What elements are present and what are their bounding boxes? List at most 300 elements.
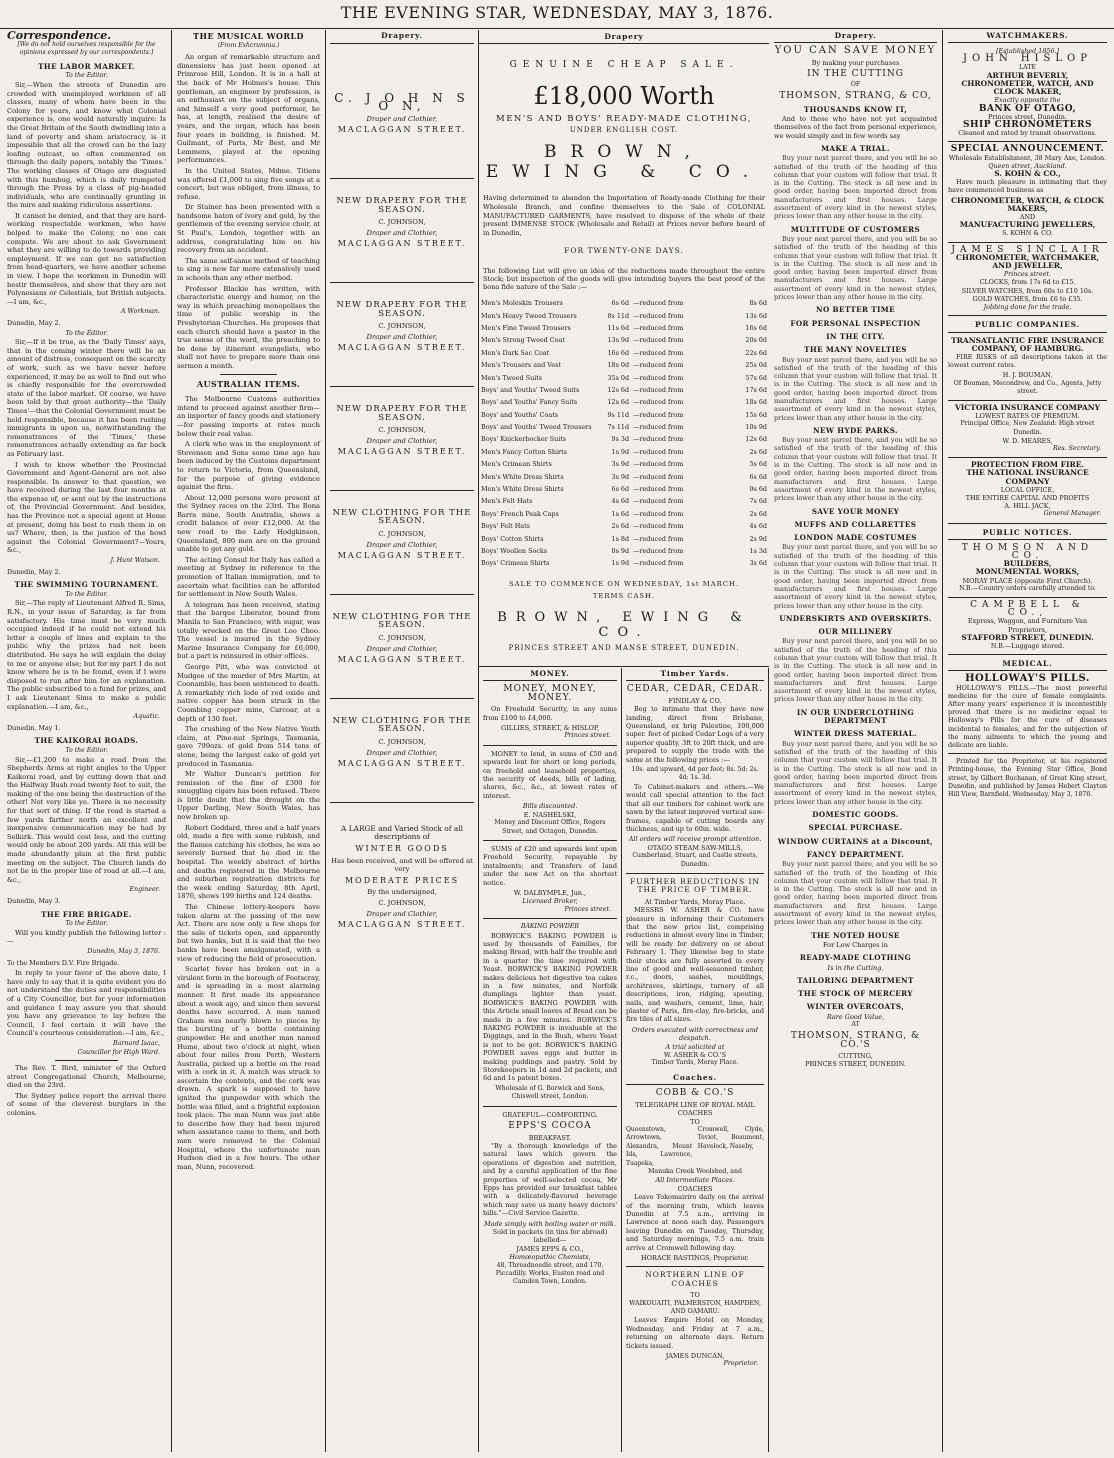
- johnson-role: Draper and Clothier,: [366, 909, 438, 918]
- music-paragraph: Dr Stainer has been presented with a handsome baton of ivory and gold, by the gentlemen of the evening service choir, at St Paul's, London, together with an address, congratulating him on his recovery from an accident.: [177, 203, 320, 255]
- letter-paragraph: I wish to know whether the Provincial Government and Agent-General are not also responsible. In answer to that question, we have received during the last four months at the expense of, or sent out by the instructions of, the Provincial Government. And besides, has the Province not a special agent at Home at present, doing his best to rush them in on us? Where, then, is the justice of the howl against the Colonial Government?—Yours, &c.,: [7, 460, 166, 555]
- at-label: AT: [851, 1020, 860, 1028]
- item-reduced: —reduced from: [633, 497, 684, 506]
- johnson-name: C. JOHNSON,: [378, 322, 426, 331]
- to-editor: To the Editor.: [65, 329, 108, 337]
- in-cutting-sub: Is in the Cutting.: [827, 963, 884, 972]
- epps-breakfast: BREAKFAST.: [528, 1133, 572, 1142]
- cobb-towns-right: Cromwell, Clyde, Teviot, Beaumont, Havelock, Naseby,: [697, 1125, 764, 1150]
- body-text: Buy your next parcel there, and you will be so satisfied of the truth of the heading of this column that your custom will follow that trial. It is in the Cutting. The stock is all new and in good order, having been imported direct from manufacturers and first houses. Large assortment of every kind in the newest styles, prices lower than any other house in the city.: [774, 355, 937, 422]
- disclaimer: [We do not hold ourselves responsible for the opinions expressed by our correspondents.]: [17, 40, 156, 57]
- swim-paragraph: Sir,—The reply of Lieutenant Alfred R. Sims, R.N., in your issue of Saturday, is far from satisfactory. His time must be very much occupied indeed if he could not extend his letter a couple of lines and explain to the public why the prizes had not been distributed. He says he will explain the delay to me or anyone else; but for my part I do not know where he is to be found, even if I were disposed to run after him for an explanation. The public subscribed to a fund for prizes, and I ask Lieutenant Sims to make a public explanation.—I am, &c.,: [7, 599, 166, 711]
- item-name: Boys' and Youths' Tweed Trousers: [481, 423, 592, 432]
- johnson-role: Draper and Clothier,: [366, 644, 438, 653]
- cedar-heading: CEDAR, CEDAR, CEDAR.: [626, 684, 764, 695]
- signature: J. Hunt Watson.: [110, 557, 160, 565]
- price-row: [479, 347, 769, 359]
- new-clothing-heading: NEW CLOTHING FOR THE SEASON.: [332, 611, 472, 631]
- northern-text: Leaves Empire Hotel on Monday, Wednesday, and Friday at 7 a.m., returning on alternate days. Return tickets issued.: [626, 1316, 764, 1350]
- item-name: Boys' Felt Hats: [481, 522, 530, 531]
- firm-address: PRINCES STREET AND MANSE STREET, DUNEDIN.: [508, 643, 740, 652]
- drapery-header: Drapery.: [774, 30, 937, 43]
- labor-paragraph: It cannot be denied, and that they are hard-working respectable workmen, who have helped to make the Colony, no one can compute. We are about to ask Government what they are willing to do towards providing employment. If we can get no satisfaction from head-quarters, we have another scheme in view. I hope the workmen in Dunedin will bestir themselves, and show that they are not Polynesians or Celestials, but British subjects.—I am, &c.,: [7, 211, 166, 306]
- asher-text: MESSRS W. ASHER & CO. have pleasure in informing their Customers that the new price list, comprising reductions in almost every line in Timber, will be ready for delivery on or about February 1. They likewise beg to state their stocks are fully assorted in every line of good and well-seasoned timber, r.c., doors, sashes, mouldings, architraves, skirtings, turnery of all descriptions, iron, ridging, spouting, nails, and washers, cement, lime, hair, plaster of Paris, fire-clay, fire-bricks, and fire tiles of all sizes.: [626, 906, 764, 1024]
- item-name: Boys' Crimean Shirts: [481, 559, 550, 568]
- fire-paragraph: In reply to your favor of the above date, I have only to say that it is quite evident you do not understand the duties and responsibilities of a City Councillor, but for your information and guidance I may assure you that should you have any grievance to lay before the Council, I feel certain it will have the Council's courteous consideration.—I am, &c.,: [7, 969, 166, 1038]
- item-reduced: —reduced from: [633, 398, 684, 407]
- price-row: [479, 371, 769, 383]
- to-editor: To the Editor.: [65, 72, 108, 80]
- item-reduced: —reduced from: [633, 559, 684, 568]
- special-announcement: SPECIAL ANNOUNCEMENT.: [950, 144, 1105, 155]
- sale-subtitle: MEN'S AND BOYS' READY-MADE CLOTHING,: [496, 114, 752, 124]
- chronometer-trade: CHRONOMETER, WATCH, AND CLOCK MAKER,: [961, 79, 1094, 97]
- johnson-ad: [330, 387, 474, 491]
- aus-paragraph: Mr Walter Duncan's petition for remission of the fine of £300 for smuggling cigars has been refused. There is little doubt that the drought on the Upper Darling, New South Wales, has now broken up.: [177, 770, 320, 822]
- music-title: THE MUSICAL WORLD: [193, 31, 304, 41]
- queen-street: Queen street, Auckland.: [988, 161, 1067, 170]
- exactly-opposite: Exactly opposite the: [994, 96, 1061, 105]
- price-row: [479, 334, 769, 346]
- save-by: By making your purchases: [811, 58, 900, 67]
- johnson-street: MACLAGGAN STREET.: [337, 343, 467, 353]
- of-label: OF: [850, 81, 861, 89]
- kaikorai-title: THE KAIKORAI ROADS.: [34, 736, 139, 746]
- baking-powder-text: BORWICK'S BAKING POWDER is used by thousands of Families, for making Bread, with half the trouble and in a quarter the time required with Yeast. BORWICK'S BAKING POWDER makes delicious hot digestive tea cakes in a few minutes, and Norfolk dumplings lighter than yeast. BORWICK'S BAKING POWDER with this Article small loaves of Bread can be made in a few minutes. BORWICK'S BAKING POWDER is invaluable at the Diggings, and in the Bush, where Yeast is not to be got. BORWICK'S BAKING POWDER saves eggs and butter in making puddings and pastry. Sold by Storekeepers in 1d and 2d packets, and 6d and 1s patent boxes.: [483, 931, 617, 1083]
- established: [Established 1856.]: [995, 47, 1060, 56]
- music-source: (From Exhcrumnia.): [217, 41, 280, 49]
- masthead: THE EVENING STAR, WEDNESDAY, MAY 3, 1876.: [0, 0, 1114, 29]
- sale-kicker: GENUINE CHEAP SALE.: [509, 60, 739, 70]
- northern-heading: NORTHERN LINE OF COACHES: [645, 1270, 745, 1288]
- asher-orders: Orders executed with correctness and despatch.: [631, 1025, 759, 1043]
- money-heading: MONEY, MONEY, MONEY.: [503, 684, 597, 703]
- meares-role: Res. Secretary.: [1052, 444, 1101, 452]
- northern-proprietor-title: Proprietor.: [723, 1360, 758, 1368]
- price-row: [479, 384, 769, 396]
- thousands-text: And to those who have not yet acquainted themselves of the fact from personal experience, we would simply and in few words say: [774, 115, 937, 140]
- letter-paragraph: Sir,—If it be true, as the 'Daily Times' says, that in the coming winter there will be an amount of distress, consequent on the scarcity of work, such as we have never before experienced, it may be as well to find out who is chiefly responsible for the overcrowded state of the labor market. Of course, we have been told by that great authority—the 'Daily Times'—that the Colonial Government must be held responsible, because it has been rushing immigrants in upon us, notwithstanding the remonstrances of the 'Times,' these remonstrances actually extending as far back as February last.: [7, 338, 166, 458]
- national-ad: [948, 461, 1107, 523]
- item-old-price: 2s 6d: [749, 509, 767, 518]
- item-sale-price: 13s 9d: [607, 336, 630, 345]
- item-name: Men's Fine Tweed Trousers: [481, 323, 571, 332]
- item-old-price: 57s 6d: [745, 373, 767, 382]
- protection: PROTECTION FROM FIRE.: [970, 460, 1085, 470]
- body-text: Buy your next parcel there, and you will be so satisfied of the truth of the heading of this column that your custom will follow that trial. It is in the Cutting. The stock is all new and in good order, having been imported direct from manufacturers and first houses. Large assortment of every kind in the newest styles, prices lower than any other house in the city.: [774, 637, 937, 704]
- london-costumes-heading: LONDON MADE COSTUMES: [794, 533, 917, 543]
- item-reduced: —reduced from: [633, 423, 684, 432]
- johnson-name: C. JOHNSON,: [378, 738, 426, 746]
- dateline: Dunedin, May 3, 1876.: [87, 947, 160, 955]
- signature: Engineer.: [129, 886, 160, 894]
- johnson-street: MACLAGGAN STREET.: [337, 759, 467, 769]
- fire-paragraph: Will you kindly publish the following letter :—: [7, 928, 166, 946]
- item-sale-price: 1s 6d: [611, 509, 630, 518]
- item-reduced: —reduced from: [633, 348, 684, 357]
- builders: BUILDERS,: [1003, 559, 1052, 569]
- cedar-text: Beg to intimate that they have now landing, direct from Brisbane, Queensland, ex brig Palestine, 100,000 super. feet of picked Cedar Logs of a very superior quality, 3ft to 20ft thick, and are prepared to supply the trade with the same at the following prices :—: [626, 705, 764, 764]
- labor-title: THE LABOR MARKET.: [38, 61, 135, 71]
- cobb-proprietor: HORACE BASTINGS, Proprietor.: [640, 1254, 749, 1262]
- item-old-price: 3s 6d: [749, 559, 767, 568]
- column-johnson-drapery: [326, 30, 479, 1452]
- item-reduced: —reduced from: [633, 447, 684, 456]
- johnson-role: Draper and Clothier,: [366, 748, 438, 757]
- item-name: Boys' and Youths' Fancy Suits: [481, 398, 578, 407]
- item-old-price: 20s 0d: [745, 336, 767, 345]
- northern-towns: WAIKOUAITI, PALMERSTON, HAMPDEN, AND OAMARU.: [629, 1299, 761, 1316]
- drapery-header: Drapery: [479, 30, 769, 44]
- money-address: Princes street.: [564, 905, 611, 913]
- johnson-street: MACLAGGAN STREET.: [337, 655, 467, 665]
- johnson-ad: [330, 491, 474, 595]
- coaches-label: COACHES: [677, 1184, 713, 1193]
- johnson-role: Draper and Clothier,: [366, 436, 438, 445]
- baking-powder-head: BAKING POWDER: [520, 923, 580, 931]
- item-sale-price: 9s 3d: [611, 435, 630, 444]
- item-name: Boys' Cotton Shirts: [481, 534, 544, 543]
- johnson-role: Draper and Clothier,: [366, 228, 438, 237]
- item-old-price: 22s 6d: [745, 348, 767, 357]
- johnson-name: C. JOHNSON,: [378, 530, 426, 539]
- item-reduced: —reduced from: [633, 485, 684, 494]
- item-sale-price: 6s 6d: [611, 299, 630, 308]
- cobb-towns-centre: Manuka Creek Woolshed, and: [648, 1167, 742, 1175]
- to-editor: To the Editor.: [65, 746, 108, 754]
- price-row: [479, 458, 769, 470]
- tailoring-heading: TAILORING DEPARTMENT: [797, 975, 914, 985]
- item-reduced: —reduced from: [633, 472, 684, 481]
- kaikorai-paragraph: Sir,—£1,200 to make a road from the Shepherds Arms at right angles to the Upper Kaikorai road, and by cutting down that and the Halfway Bush road twenty feet to suit, the making of the one being the destruction of the other! Not very like ye. There is no necessity for that sort of thing. If the road is started a few yards farther north an excellent and inexpensive communication may be had by Selkirk. This would cost less, and the cutting would only be about 200 yards. All this will be made abundantly plain at the first public meeting on the subject. The Church lands do not lie in the proper line of road at all.—I am, &c.,: [7, 755, 166, 884]
- price-row: [479, 446, 769, 458]
- signature: A Workman.: [121, 308, 160, 316]
- imprint: Printed for the Proprietor, at his registered Printing-house, the Evening Star Office, Bond street, by Gilbert Buchanan, of Great King street, Dunedin, and published by James Hebert Clayton Hill View, Barnfield. Wednesday, May 3, 1876.: [948, 758, 1107, 799]
- item-name: Boys' French Peak Caps: [481, 509, 559, 518]
- price-row: [479, 297, 769, 309]
- aus-paragraph: The acting Consul for Italy has called a meeting at Sydney in reference to the promotion of Italian immigration, and to ascertain what facilities can be afforded for settlement in New South Wales.: [177, 555, 320, 599]
- kohn-ad: [948, 145, 1107, 242]
- johnson-name: C. JOHNSON,: [378, 218, 426, 227]
- epps-name: EPPS'S COCOA: [508, 1121, 592, 1132]
- timber-header: Timber Yards.: [626, 668, 764, 681]
- item-reduced: —reduced from: [633, 410, 684, 419]
- sinclair-address: Princes street.: [1003, 270, 1052, 279]
- thomson-builders: THOMSON AND CO.: [961, 542, 1094, 561]
- new-drapery-heading: NEW DRAPERY FOR THE SEASON.: [336, 195, 468, 215]
- item-old-price: 18s 6d: [745, 398, 767, 407]
- body-text: Buy your next parcel there, and you will be so satisfied of the truth of the heading of this column that your custom will follow that trial. It is in the Cutting. The stock is all new and in good order, having been imported direct from manufacturers and first houses. Large assortment of every kind in the newest styles, prices lower than any other house in the city.: [774, 543, 937, 610]
- coaches-header: Coaches.: [626, 1072, 764, 1085]
- item-sale-price: 9s 11d: [607, 410, 630, 419]
- johnson-ad: [330, 179, 474, 283]
- item-reduced: —reduced from: [633, 299, 684, 308]
- cedar-text: To Cabinet-makers and others.—We would call special attention to the fact that all our timbers for cabinet work are sawn by the latest improved vertical saw-frames, capable of cutting boards any thickness, and up to 60in. wide.: [626, 782, 764, 833]
- item-old-price: 17s 6d: [745, 385, 767, 394]
- noted-heading: THE NOTED HOUSE: [811, 930, 900, 940]
- asher-firm: W. ASHER & CO.'S: [663, 1051, 727, 1060]
- dateline: Dunedin, May 2.: [7, 567, 61, 576]
- epps-firm: JAMES EPPS & CO.,: [516, 1244, 584, 1253]
- aus-paragraph: George Pitt, who was convicted at Mudgee of the murder of Mrs Martin, at Coonamble, has been sentenced to death. A remarkably rich lode of red oxide and native copper has been struck in the Coombing copper mine, Carcoar, at a depth of 130 feet.: [177, 662, 320, 723]
- campbell-text: Express, Waggon, and Furniture Van Proprietors,: [967, 617, 1088, 634]
- money-address: Money and Discount Office, Rogers Street, and Octagon, Dunedin.: [494, 819, 606, 835]
- news-item: The Sydney police report the arrival there of some of the cleverest burglars in the colonies.: [7, 1091, 166, 1118]
- item-sale-price: 12s 6d: [607, 398, 630, 407]
- jobbing: Jobbing done for the trade.: [983, 303, 1072, 312]
- aus-paragraph: A telegram has been received, stating that the barque Liberator, bound from Manila to San Francisco, with sugar, was totally wrecked on the Great Loo Choo. The vessel is insured in the Sydney Marine Insurance Company for £6,000, but a part is reinsured in other offices.: [177, 600, 320, 661]
- transatlantic-ad: [948, 337, 1107, 401]
- johnson-street: MACLAGGAN STREET.: [337, 239, 467, 249]
- save-money-heading: YOU CAN SAVE MONEY: [774, 45, 937, 57]
- money-bills: Bills discounted.: [522, 802, 578, 811]
- holloway-heading: HOLLOWAY'S PILLS.: [965, 673, 1090, 685]
- victoria: VICTORIA INSURANCE COMPANY: [954, 402, 1101, 412]
- item-reduced: —reduced from: [633, 336, 684, 345]
- price-row: [479, 359, 769, 371]
- public-companies-header: PUBLIC COMPANIES.: [948, 319, 1107, 332]
- item-reduced: —reduced from: [633, 373, 684, 382]
- aus-paragraph: The Chinese lottery-keepers have taken alarm at the passing of the new Act. There are now only a few shops for the sale of tickets open, and apparently but two banks, but it is said that the two banks have been amalgamated, with a view of reducing the field of prosecution.: [177, 903, 320, 963]
- new-drapery-heading: NEW DRAPERY FOR THE SEASON.: [336, 299, 468, 319]
- item-sale-price: 2s 6d: [611, 522, 630, 531]
- epps-head: GRATEFUL—COMFORTING.: [502, 1110, 598, 1119]
- item-name: Men's Dark Sac Coat: [481, 348, 550, 357]
- asher-solicited: A trial solicited at: [665, 1042, 725, 1051]
- price-row: [479, 557, 769, 569]
- late-label: LATE: [1019, 63, 1036, 71]
- public-notices-header: PUBLIC NOTICES.: [948, 527, 1107, 540]
- luggage: N.B.—Luggage stored.: [990, 642, 1065, 650]
- sale-commence: SALE TO COMMENCE ON WEDNESDAY, 1st MARCH.: [508, 579, 740, 588]
- item-reduced: —reduced from: [633, 509, 684, 518]
- addressee: To the Members D.V. Fire Brigade.: [7, 958, 120, 967]
- aus-paragraph: About 12,000 persons were present at the Sydney races on the 23rd. The Bona Barra mine, South Australia, shows a credit balance of over £12,000. At the new road to the Lady Hodgkinson, Queensland, 800 men are on the ground unable to get any gold.: [177, 493, 320, 554]
- item-name: Men's Fancy Cotton Shirts: [481, 447, 567, 456]
- cobb-towns-left: Queenstown, Arrowtown, Alexandra, Mount Ida, Lawrence, Tuapeka,: [626, 1125, 693, 1167]
- thousands-heading: THOUSANDS KNOW IT,: [803, 104, 908, 114]
- by-undersigned: By the undersigned,: [367, 888, 437, 897]
- rare-value: Rare Good Value,: [826, 1012, 885, 1021]
- make-trial: MAKE A TRIAL.: [821, 143, 890, 153]
- holloway-text: HOLLOWAY'S PILLS.—The most powerful medicine for the cure of female complaints. After many years' experience it is incontestibly proved that there is no medicine equal to Holloway's Pills for the cure of diseases incidental to females, and for the subjection of the many ailments to which the young and delicate are liable.: [948, 683, 1107, 750]
- item-name: Boys' and Youths' Tweed Suits: [481, 385, 580, 394]
- money-firm: GILLIES, STREET, & HISLOP,: [500, 724, 600, 733]
- item-sale-price: 3s 9d: [611, 472, 630, 481]
- labor-paragraph: Sir,—When the streets of Dunedin are crowded with unemployed workmen of all classes, many of whom have been in the Colony for years, and know what Colonial experience is, one would naturally inquire: Is the Great Britain of the South dwindling into a land of poverty and sham aristocracy, is it impossible that all the crowd can be the lazy loafing outcast, so often commented on through the daily papers, notably the 'Times.' The working classes of Otago are disgusted with this humbug, which is daily trumpeted through the Press by a class of pig-headed individuals, who are continually grunting in the mire and making ridiculous assertions.: [7, 80, 166, 210]
- hislop-address: Princes street, Dunedin.: [988, 112, 1067, 121]
- overcoats-heading: WINTER OVERCOATS,: [806, 1002, 905, 1012]
- news-item: The Rev. T. Bird, minister of the Oxford street Congregational Church, Melbourne, died on the 23rd.: [7, 1064, 166, 1090]
- signature: Barnard Isaac,: [113, 1039, 160, 1047]
- transatlantic: TRANSATLANTIC FIRE INSURANCE COMPANY, OF HAMBURG.: [951, 335, 1104, 353]
- item-old-price: 25s 0d: [745, 361, 767, 370]
- millinery-heading: OUR MILLINERY: [818, 627, 893, 637]
- northern-proprietor: JAMES DUNCAN,: [665, 1352, 725, 1361]
- item-sale-price: 35s 0d: [607, 373, 630, 382]
- hislop-ad: [948, 47, 1107, 142]
- item-name: Men's Strong Tweed Coat: [481, 336, 565, 345]
- column-money: [479, 668, 622, 1452]
- to-editor: To the Editor.: [65, 920, 108, 928]
- item-old-price: 8s 6d: [749, 299, 767, 308]
- cedar-prices: 10s. and upward, 4d per foot; 8s. 5d; 2s. 4d; 1s. 3d.: [631, 766, 759, 782]
- special-purchase-heading: SPECIAL PURCHASE.: [808, 823, 903, 833]
- wholesale: Wholesale Establishment, 38 Mary Axe, London.: [948, 153, 1107, 162]
- sale-intro: Having determined to abandon the Importation of Ready-made Clothing for their Wholesale Branch, and confine themselves to the Sale of COLONIAL MANUFACTURED GARMENTS, have resolved to dispose of the whole of their present IMMENSE STOCK (Wholesale and Retail) at Prices never before heard of in Dunedin,: [483, 194, 765, 238]
- item-old-price: 5s 6d: [749, 460, 767, 469]
- item-old-price: 12s 6d: [745, 435, 767, 444]
- item-name: Men's Crimean Shirts: [481, 460, 552, 469]
- item-old-price: 1s 3d: [749, 546, 767, 555]
- item-reduced: —reduced from: [633, 522, 684, 531]
- multitude-heading: MULTITUDE OF CUSTOMERS: [790, 224, 921, 234]
- johnson-ad: [330, 283, 474, 387]
- epps-address: 48, Threadneedle street, and 170, Piccadilly. Works, Euston road and Camden Town, London.: [495, 1261, 605, 1286]
- item-sale-price: 1s 9d: [611, 447, 630, 456]
- further-reductions: FURTHER REDUCTIONS IN THE PRICE OF TIMBER.: [629, 876, 760, 895]
- price-row: [479, 309, 769, 321]
- fancy-heading: FANCY DEPARTMENT.: [806, 849, 905, 859]
- column-correspondence: [2, 30, 172, 1452]
- item-reduced: —reduced from: [633, 546, 684, 555]
- dateline: Dunedin, May 1.: [7, 723, 61, 732]
- medical-header: MEDICAL.: [948, 658, 1107, 671]
- thomson-builders-ad: [948, 544, 1107, 598]
- cobb-intermediate: All Intermediate Places.: [655, 1176, 735, 1185]
- moray-place: MORAY PLACE (opposite First Church).: [962, 576, 1093, 585]
- item-name: Men's Tweed Suits: [481, 373, 543, 382]
- price-row: [479, 545, 769, 557]
- item-old-price: 10s 9d: [745, 423, 767, 432]
- hyde-parks-heading: NEW HYDE PARKS.: [813, 425, 898, 435]
- sale-sum: £18,000 Worth: [533, 82, 715, 110]
- cobb-name: COBB & CO.'S: [655, 1088, 735, 1099]
- johnson-street: MACLAGGAN STREET.: [337, 125, 467, 135]
- dateline: Dunedin, May 2.: [7, 319, 61, 327]
- principal-office: Principal Office, New Zealand: High street Dunedin.: [960, 420, 1095, 436]
- item-sale-price: 6s 6d: [611, 485, 630, 494]
- price-row: [479, 470, 769, 482]
- kohn-trade: CHRONOMETER, WATCH, & CLOCK MAKERS,: [951, 195, 1104, 213]
- novelties-heading: THE MANY NOVELTIES: [804, 345, 907, 355]
- list-intro: The following List will give an idea of the reductions made throughout the entire Stock; but inspection of the goods will give intending buyers the best proof of the bona fide nature of the Sale :—: [483, 266, 765, 291]
- music-paragraph: The same self-same method of teaching to sing is now far more extensively used in schools than any other method.: [177, 256, 320, 283]
- aus-paragraph: A clerk who was in the employment of Stevenson and Sons some time ago has been induced by the Customs department to return to Victoria, from Queensland, for the purpose of giving evidence against the firm.: [177, 440, 320, 492]
- item-reduced: —reduced from: [633, 361, 684, 370]
- otago-address: Cumberland, Stuart, and Castle streets, Dunedin.: [632, 852, 758, 868]
- johnson-winter-ad: [330, 803, 474, 939]
- lowest-rates: LOWEST RATES OF PREMIUM.: [975, 412, 1080, 421]
- price-row: [479, 433, 769, 445]
- money-ad: MONEY to lend, in sums of £50 and upwards lent for short or long periods, on freehold and leasehold properties, the security of deeds, bills of lading, shares, &c., &c., at lowest rates of interest.: [483, 749, 617, 800]
- item-reduced: —reduced from: [633, 323, 684, 332]
- bouman: H. J. BOUMAN,: [1002, 371, 1053, 380]
- australian-title: AUSTRALIAN ITEMS.: [196, 378, 301, 389]
- sinclair-ad: [948, 246, 1107, 317]
- johnson-name: C. JOHNSON,: [378, 426, 426, 435]
- item-sale-price: 16s 6d: [607, 348, 630, 357]
- item-sale-price: 3s 9d: [611, 460, 630, 469]
- body-text: Buy your next parcel there, and you will be so satisfied of the truth of the heading of this column that your custom will follow that trial. It is in the Cutting. The stock is all new and in good order, having been imported direct from manufacturers and first houses. Large assortment of every kind in the newest styles, prices lower than any other house in the city.: [774, 860, 937, 927]
- item-reduced: —reduced from: [633, 311, 684, 320]
- money-address: Princes street.: [564, 732, 611, 740]
- price-row: [479, 421, 769, 433]
- music-paragraph: Professor Blackie has written, with characteristic energy and humor, on the way in which preaching monopolises the time of public worship in the Presbyterian Churches. He proposes that each church should have a pastor in the true sense of the word, the preaching to be done by itinerant evangelists, who shall not have to prepare more than one sermon a month.: [177, 284, 320, 370]
- item-sale-price: 11s 6d: [607, 323, 630, 332]
- item-sale-price: 0s 9d: [611, 546, 630, 555]
- silver-price: SILVER WATCHES, from 60s to £10 10s.: [961, 286, 1094, 295]
- item-sale-price: 18s 0d: [607, 361, 630, 370]
- kohn-firm: S. KOHN & CO.: [1002, 229, 1053, 238]
- money-firm: E. NASHELSKI,: [523, 810, 577, 819]
- item-old-price: 4s 6d: [749, 522, 767, 531]
- baking-powder-wholesale: Wholesale of G. Borwick and Sons, Chiswell street, London.: [495, 1084, 605, 1101]
- otago-mills: OTAGO STEAM SAW-MILLS,: [647, 843, 743, 852]
- price-row: [479, 483, 769, 495]
- watchmakers-header: WATCHMAKERS.: [948, 30, 1107, 43]
- price-row: [479, 409, 769, 421]
- item-old-price: 9s 6d: [749, 485, 767, 494]
- inspection-heading: FOR PERSONAL INSPECTION: [790, 318, 921, 328]
- readymade-heading: READY-MADE CLOTHING: [799, 953, 912, 963]
- price-row: [479, 495, 769, 507]
- item-old-price: 15s 6d: [745, 410, 767, 419]
- item-name: Boys' and Youths' Coats: [481, 410, 559, 419]
- item-name: Men's White Dress Shirts: [481, 472, 564, 481]
- signature-title: Councillor for High Ward.: [77, 1048, 160, 1056]
- item-name: Men's Trousers and Vest: [481, 361, 561, 370]
- kohn-and: AND: [1019, 213, 1036, 222]
- price-row: [479, 396, 769, 408]
- item-name: Men's Moleskin Trousers: [481, 299, 563, 308]
- price-row: [479, 508, 769, 520]
- ship-chronometers: SHIP CHRONOMETERS: [962, 120, 1093, 131]
- sale-terms: TERMS CASH.: [592, 591, 656, 600]
- underskirts-heading: UNDERSKIRTS AND OVERSKIRTS.: [779, 613, 932, 623]
- manufacturing: MANUFACTURING JEWELLERS,: [959, 220, 1096, 230]
- signature: Aquatic.: [133, 713, 160, 721]
- bouman-address: Of Bouman, Mecondrew, and Co., Agents, Jetty street.: [953, 379, 1102, 395]
- kohn-name: S. KOHN & CO.,: [994, 169, 1061, 179]
- column-thomson-strang: [769, 30, 943, 1452]
- johnson-street: MACLAGGAN STREET.: [337, 551, 467, 561]
- item-sale-price: 12s 6d: [607, 385, 630, 394]
- item-old-price: 16s 6d: [745, 323, 767, 332]
- firm-name: BROWN, EWING & CO.: [485, 142, 763, 182]
- offer-text: Has been received, and will be offered at very: [331, 856, 473, 874]
- johnson-firm: C. J O H N S O N,: [334, 90, 470, 114]
- epps-made: Made simply with boiling water or milk.: [484, 1219, 616, 1228]
- cedar-firm: FINDLAY & CO.: [668, 696, 722, 705]
- bank-otago: BANK OF OTAGO,: [978, 103, 1077, 114]
- johnson-ad: [330, 48, 474, 179]
- correspondence-heading: Correspondence.: [7, 30, 112, 42]
- column-news: [172, 30, 326, 1452]
- aus-paragraph: Robert Goddard, three and a half years old, made a fire with some rubbish, and the flames catching his clothes, he was so severely burned that he died in the hospital. The weekly abstract of births and deaths registered in the Melbourne and suburban registration districts for the week ending Saturday, 8th April, 1876, shows 199 births and 124 deaths.: [177, 823, 320, 901]
- hislop-name: JOHN HISLOP: [963, 53, 1092, 65]
- johnson-name: C. JOHNSON,: [378, 898, 426, 907]
- item-reduced: —reduced from: [633, 460, 684, 469]
- sale-subtitle-2: UNDER ENGLISH COST.: [569, 126, 679, 134]
- item-sale-price: 1s 8d: [611, 534, 630, 543]
- muffs-heading: MUFFS AND COLLARETTES: [794, 519, 917, 529]
- city-heading: IN THE CITY.: [826, 331, 885, 341]
- local-office: LOCAL OFFICE,: [1000, 485, 1055, 494]
- entire-capital: THE ENTIRE CAPITAL AND PROFITS: [965, 493, 1090, 502]
- money-header: MONEY.: [483, 668, 617, 681]
- noted-sub: For Low Charges in: [823, 940, 888, 949]
